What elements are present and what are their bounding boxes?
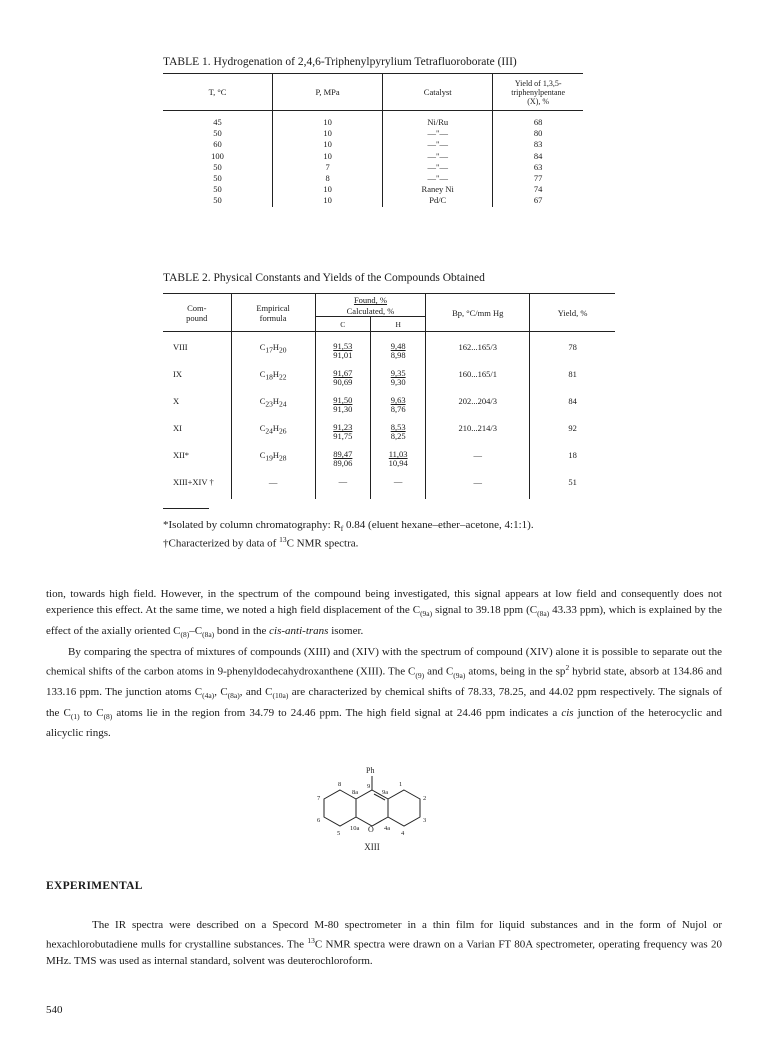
atom-8a: 8a bbox=[352, 789, 359, 796]
footnote-2 bbox=[163, 535, 358, 550]
table1-cell: 10 bbox=[273, 184, 383, 195]
table2-h bbox=[370, 418, 425, 445]
table2-h-calc: 8,25 bbox=[390, 431, 406, 441]
table2-formula: $C_{18}H_{22}$ bbox=[231, 364, 315, 391]
table2-formula: $C_{24}H_{26}$ bbox=[231, 418, 315, 445]
atom-6: 6 bbox=[317, 817, 321, 824]
table2-h-found: 11,03 bbox=[388, 449, 408, 459]
atom-ph: Ph bbox=[366, 766, 375, 775]
body-paragraphs bbox=[46, 586, 722, 742]
footnote-2-b: C NMR spectra. bbox=[286, 537, 359, 550]
table2-formula: $C_{17}H_{20}$ bbox=[231, 332, 315, 365]
table2-title: TABLE 2. Physical Constants and Yields of the Compounds Obtained bbox=[163, 272, 485, 284]
table2-bp: 210...214/3 bbox=[426, 418, 530, 445]
table2-formula: — bbox=[231, 472, 315, 499]
table1-row bbox=[163, 111, 583, 129]
table2-c bbox=[315, 472, 370, 499]
footnote-1-a: *Isolated by column chromatography: R bbox=[163, 519, 341, 531]
table1-cell: 10 bbox=[273, 151, 383, 162]
atom-9: 9 bbox=[367, 783, 371, 790]
table2-c-found: 91,23 bbox=[333, 422, 353, 432]
table1-header-pressure: P, MPa bbox=[273, 74, 383, 111]
atom-7: 7 bbox=[317, 795, 321, 802]
page-number: 540 bbox=[46, 1004, 63, 1016]
table2-c-calc: 89,06 bbox=[333, 458, 353, 468]
table1-cell: Ni/Ru bbox=[383, 111, 493, 129]
table1-header-temp: T, °C bbox=[163, 74, 273, 111]
table2-header-h: H bbox=[370, 317, 425, 332]
table2-formula: $C_{23}H_{24}$ bbox=[231, 391, 315, 418]
table1-cell: 67 bbox=[533, 195, 543, 206]
table2-c bbox=[315, 332, 370, 365]
paragraph-3: The IR spectra were described on a Specord M-80 spectrometer in a thin film for liquid substances and in the form of Nujol or hexachlorobutadiene mulls for crystalline substances. The $^{13}$C NMR spectra were drawn on a Varian FT 80A spectrometer, operating frequency was 20 MHz. TMS was used as internal standard, solvent was deuterochloroform. bbox=[46, 919, 722, 968]
table2-c-found: 91,50 bbox=[333, 395, 353, 405]
table2-row bbox=[163, 364, 615, 391]
table2-h-found: 9,48 bbox=[390, 341, 406, 351]
table2-c bbox=[315, 445, 370, 472]
atom-10a: 10a bbox=[350, 825, 360, 832]
table2-header-yield: Yield, % bbox=[530, 294, 615, 332]
paragraph-1: tion, towards high field. However, in the spectrum of the compound being investigated, this signal appears at low field and consequently does not experience this effect. At the same time, we noted a high field displacement of the $C_{(9a)}$ signal to 39.18 ppm ($C_{(8a)}$ 43.33 ppm), which is explained by the effect of the axially oriented $C_{(8)}-C_{(8a)}$ bond in the cis-anti-trans isomer. bbox=[46, 588, 723, 640]
table2-yield: 92 bbox=[568, 423, 577, 433]
table2-yield: 84 bbox=[568, 396, 577, 406]
footnote-rule bbox=[163, 508, 209, 509]
table2-h-calc: 10,94 bbox=[388, 458, 408, 468]
table1-cell: 77 bbox=[533, 173, 543, 184]
table1-title: TABLE 1. Hydrogenation of 2,4,6-Triphenylpyrylium Tetrafluoroborate (III) bbox=[163, 56, 517, 68]
table1-cell: 50 bbox=[163, 184, 273, 195]
table1-cell: 68 bbox=[533, 117, 543, 127]
table1-cell: 10 bbox=[273, 195, 383, 206]
atom-1: 1 bbox=[399, 781, 403, 788]
table2-compound: XI bbox=[163, 418, 231, 445]
table2-h-calc: 9,30 bbox=[390, 377, 406, 387]
table1-cell: 10 bbox=[273, 139, 383, 150]
table2-h-found: 9,63 bbox=[390, 395, 406, 405]
experimental-paragraph bbox=[46, 917, 722, 970]
table2-h-found: 9,35 bbox=[390, 368, 406, 378]
atom-9a: 9a bbox=[382, 789, 389, 796]
atom-2: 2 bbox=[423, 795, 427, 802]
table2-c-found: — bbox=[338, 476, 348, 486]
table1-cell: 50 bbox=[163, 173, 273, 184]
table2-header-calculated: Calculated, % bbox=[315, 306, 426, 317]
table1-cell: —"— bbox=[383, 128, 493, 139]
table1-cell: 60 bbox=[163, 139, 273, 150]
atom-8: 8 bbox=[338, 781, 342, 788]
table1-cell: 10 bbox=[273, 128, 383, 139]
table1-cell: 50 bbox=[163, 162, 273, 173]
table2 bbox=[163, 293, 615, 499]
table2-c-calc: 91,75 bbox=[333, 431, 353, 441]
footnote-1-sub: f bbox=[340, 524, 344, 534]
table2-yield: 78 bbox=[568, 342, 577, 352]
table1-cell: 45 bbox=[163, 111, 273, 129]
footnote-2-a: †Characterized by data of bbox=[163, 537, 280, 550]
footnote-1 bbox=[163, 519, 534, 533]
table2-h-calc: 8,98 bbox=[390, 350, 406, 360]
table1 bbox=[163, 73, 583, 207]
footnote-2-sup: 13 bbox=[279, 535, 287, 544]
table2-c-found: 91,67 bbox=[333, 368, 353, 378]
table2-bp: — bbox=[426, 472, 530, 499]
atom-o: O bbox=[368, 825, 374, 834]
table2-bp: 160...165/1 bbox=[426, 364, 530, 391]
table2-c bbox=[315, 418, 370, 445]
table1-row bbox=[163, 173, 583, 184]
table1-row bbox=[163, 184, 583, 195]
table1-cell: 50 bbox=[163, 195, 273, 206]
table2-h bbox=[370, 332, 425, 365]
table2-header-c: C bbox=[315, 317, 370, 332]
table2-c bbox=[315, 364, 370, 391]
table2-bp: 202...204/3 bbox=[426, 391, 530, 418]
table1-row bbox=[163, 162, 583, 173]
table1-header-catalyst: Catalyst bbox=[383, 74, 493, 111]
table2-row bbox=[163, 445, 615, 472]
table1-cell: 74 bbox=[533, 184, 543, 195]
table2-header-bp: Bp, °C/mm Hg bbox=[426, 294, 530, 332]
table1-row bbox=[163, 151, 583, 162]
table2-h bbox=[370, 364, 425, 391]
table2-header-formula: Empirical formula bbox=[231, 294, 315, 332]
table2-row bbox=[163, 332, 615, 365]
table2-h bbox=[370, 391, 425, 418]
table2-c-calc: 91,01 bbox=[333, 350, 353, 360]
table1-cell: 10 bbox=[273, 111, 383, 129]
atom-4: 4 bbox=[401, 830, 405, 837]
structure-xiii bbox=[300, 760, 460, 855]
atom-4a: 4a bbox=[384, 825, 391, 832]
table1-cell: —"— bbox=[383, 151, 493, 162]
table2-c-found: 89,47 bbox=[333, 449, 353, 459]
table2-compound: VIII bbox=[163, 332, 231, 365]
table2-header-found-text: Found, % bbox=[353, 295, 388, 305]
table2-row bbox=[163, 391, 615, 418]
table1-cell: 63 bbox=[533, 161, 543, 172]
table2-row bbox=[163, 472, 615, 499]
table2-h bbox=[370, 445, 425, 472]
table2-bp: 162...165/3 bbox=[426, 332, 530, 365]
table1-row bbox=[163, 128, 583, 139]
table1-cell: —"— bbox=[383, 162, 493, 173]
table2-compound: XII* bbox=[163, 445, 231, 472]
table1-cell: Raney Ni bbox=[383, 184, 493, 195]
table1-header-yield: Yield of 1,3,5- triphenylpentane (X), % bbox=[511, 78, 566, 106]
atom-5: 5 bbox=[337, 830, 341, 837]
table2-compound: IX bbox=[163, 364, 231, 391]
table2-header-compound: Com- pound bbox=[163, 294, 231, 332]
table2-bp: — bbox=[426, 445, 530, 472]
table2-h bbox=[370, 472, 425, 499]
table1-cell: 8 bbox=[273, 173, 383, 184]
table2-row bbox=[163, 418, 615, 445]
table1-cell: 80 bbox=[533, 128, 543, 139]
table2-h-found: 8,53 bbox=[390, 422, 406, 432]
table2-h-found: — bbox=[393, 476, 403, 486]
table2-header-found bbox=[315, 294, 426, 307]
table1-cell: Pd/C bbox=[383, 195, 493, 206]
table2-h-calc: 8,76 bbox=[390, 404, 406, 414]
table2-compound: XIII+XIV † bbox=[163, 472, 231, 499]
atom-3: 3 bbox=[423, 817, 427, 824]
table2-c-calc: 91,30 bbox=[333, 404, 353, 414]
table1-row bbox=[163, 139, 583, 150]
table1-cell: 84 bbox=[533, 150, 543, 161]
table2-compound: X bbox=[163, 391, 231, 418]
table1-cell: —"— bbox=[383, 139, 493, 150]
paragraph-2: By comparing the spectra of mixtures of compounds (XIII) and (XIV) with the spectrum of compound (XIV) alone it is possible to separate out the chemical shifts of the carbon atoms in 9-phenyldodecahydroxanthene (XIII). The $C_{(9)}$ and $C_{(9a)}$ atoms, being in the $sp^2$ hybrid state, absorb at 134.86 and 133.16 ppm. The junction atoms $C_{(4a)}$, $C_{(8a)}$, and $C_{(10a)}$ are characterized by chemical shifts of 78.33, 78.25, and 44.02 ppm respectively. The signals of the $C_{(1)}$ to $C_{(8)}$ atoms lie in the region from 34.79 to 24.46 ppm. The high field signal at 24.46 ppm indicates a cis junction of the heterocyclic and alicyclic rings. bbox=[46, 645, 723, 740]
table1-cell: 100 bbox=[163, 151, 273, 162]
section-heading: EXPERIMENTAL bbox=[46, 880, 143, 892]
right-ring bbox=[388, 790, 420, 826]
table2-yield: 18 bbox=[568, 450, 577, 460]
table1-cell: 50 bbox=[163, 128, 273, 139]
table1-cell: 7 bbox=[273, 162, 383, 173]
table2-yield: 51 bbox=[568, 477, 577, 487]
table2-formula: $C_{19}H_{28}$ bbox=[231, 445, 315, 472]
table1-cell: —"— bbox=[383, 173, 493, 184]
table2-c bbox=[315, 391, 370, 418]
footnote-1-b: 0.84 (eluent hexane–ether–acetone, 4:1:1). bbox=[343, 519, 534, 531]
table2-c-found: 91,53 bbox=[333, 341, 353, 351]
table1-row bbox=[163, 195, 583, 206]
table2-yield: 81 bbox=[568, 369, 577, 379]
table2-c-calc: 90,69 bbox=[333, 377, 353, 387]
structure-label: XIII bbox=[364, 842, 380, 852]
table1-cell: 83 bbox=[533, 139, 543, 150]
